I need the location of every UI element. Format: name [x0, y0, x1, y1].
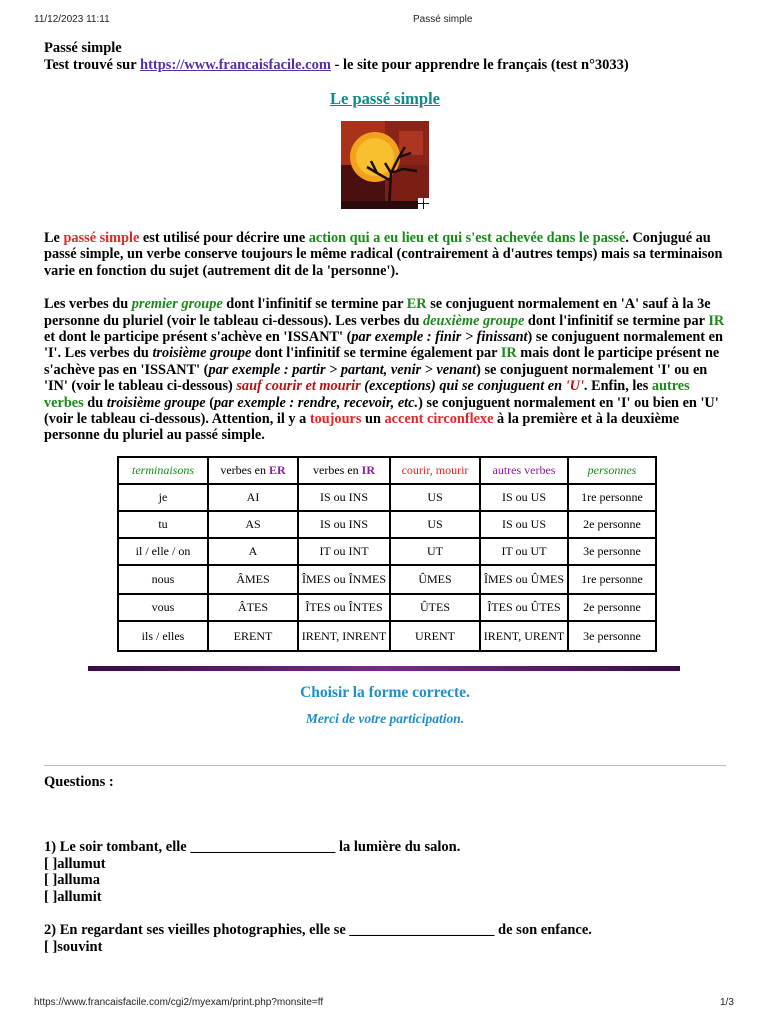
- question-2: [44, 922, 726, 955]
- table-row: ils / elles ERENT IRENT, INRENT URENT IRENT, URENT 3e personne: [118, 621, 656, 651]
- illustration-wrap: [44, 121, 726, 214]
- section-divider: [88, 666, 680, 671]
- sunset-tree-illustration-icon: [341, 121, 429, 209]
- answer-option[interactable]: [ ]souvint: [44, 938, 103, 955]
- table-header-row: terminaisons verbes en ER verbes en IR courir, mourir autres verbes personnes: [118, 457, 656, 484]
- answer-option[interactable]: [ ]allumut: [44, 855, 106, 872]
- print-date: 11/12/2023 11:11: [34, 14, 110, 25]
- question-text: 1) Le soir tombant, elle ____________________ la lumière du salon.: [44, 839, 461, 856]
- answer-option[interactable]: [ ]allumit: [44, 888, 102, 905]
- table-row: il / elle / on A IT ou INT UT IT ou UT 3e personne: [118, 538, 656, 565]
- answer-option[interactable]: [ ]alluma: [44, 872, 100, 889]
- page-heading: Le passé simple: [329, 89, 440, 108]
- table-row: je AI IS ou INS US IS ou US 1re personne: [118, 484, 656, 511]
- page-number: 1/3: [720, 997, 734, 1008]
- doc-title: Passé simple: [44, 40, 122, 56]
- print-title: Passé simple: [413, 14, 473, 25]
- thanks-text: Merci de votre participation.: [305, 710, 465, 726]
- horizontal-rule: [44, 765, 726, 766]
- paragraph-definition: Le passé simple est utilisé pour décrire une action qui a eu lieu et qui s'est achevée dans le passé. Conjugué au passé simple, un verbe conserve toujours le même radical (contrairement à d'autres temps) mais sa terminaison varie en fonction du sujet (autrement dit de la 'personne').: [44, 230, 723, 279]
- source-line: Test trouvé sur https://www.francaisfacile.com - le site pour apprendre le français (test n°3033): [44, 57, 629, 73]
- question-1: [44, 839, 726, 905]
- site-link[interactable]: https://www.francaisfacile.com: [140, 57, 331, 73]
- table-row: nous ÂMES ÎMES ou ÎNMES ÛMES ÎMES ou ÛMES 1re personne: [118, 565, 656, 594]
- document-body: [44, 40, 726, 955]
- table-row: vous ÂTES ÎTES ou ÎNTES ÛTES ÎTES ou ÛTES 2e personne: [118, 594, 656, 621]
- instruction-heading: Choisir la forme correcte.: [300, 683, 470, 701]
- questions-label: Questions :: [44, 773, 114, 790]
- table-row: tu AS IS ou INS US IS ou US 2e personne: [118, 511, 656, 538]
- conjugation-table: [117, 456, 657, 652]
- paragraph-groups: Les verbes du premier groupe dont l'infinitif se termine par ER se conjuguent normalement en 'A' sauf à la 3e personne du pluriel (voir le tableau ci-dessous). Les verbes du deuxième groupe dont l'infinitif se termine par IR et dont le participe présent s'achève en 'ISSANT' (par exemple : finir > finissant) se conjuguent normalement en 'I'. Les verbes du troisième groupe dont l'infinitif se termine également par IR mais dont le participe présent ne s'achève pas en 'ISSANT' (par exemple : partir > partant, venir > venant) se conjuguent normalement 'I' ou en 'IN' (voir le tableau ci-dessous) sauf courir et mourir (exceptions) qui se conjuguent en 'U'. Enfin, les autres verbes du troisième groupe (par exemple : rendre, recevoir, etc.) se conjuguent normalement en 'I' ou bien en 'U' (voir le tableau ci-dessous). Attention, il y a toujours un accent circonflexe à la première et à la deuxième personne du pluriel au passé simple.: [44, 296, 725, 444]
- question-text: 2) En regardant ses vieilles photographies, elle se ____________________ de son enfance.: [44, 922, 592, 939]
- print-url: https://www.francaisfacile.com/cgi2/myexam/print.php?monsite=ff: [34, 997, 324, 1008]
